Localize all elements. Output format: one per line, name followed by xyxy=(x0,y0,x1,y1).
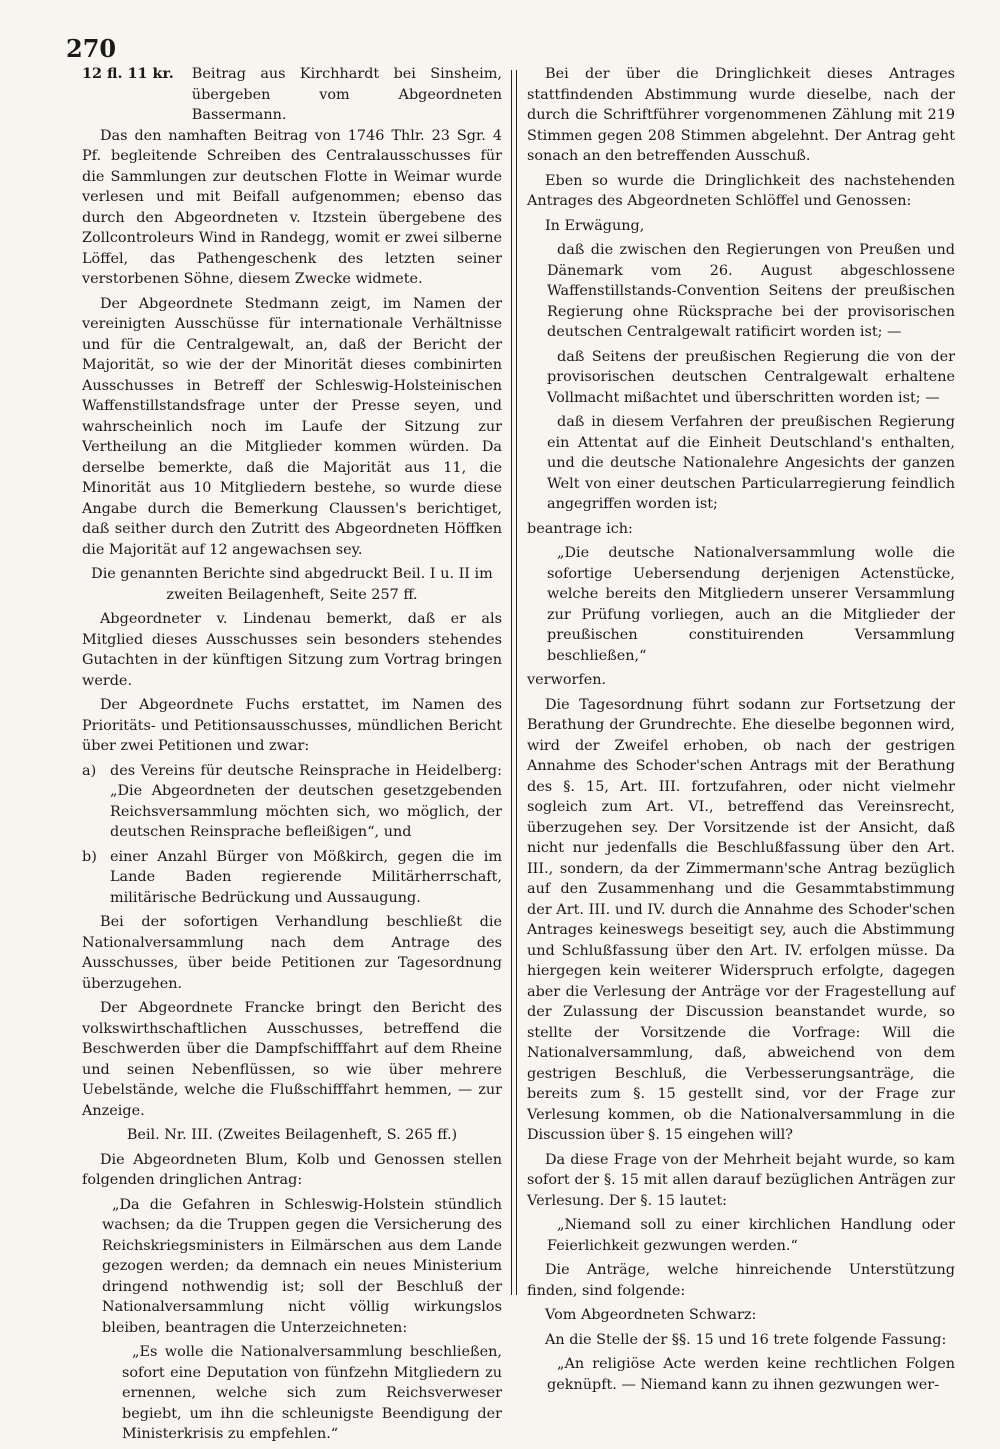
reference-note: Beil. Nr. III. (Zweites Beilagenheft, S. 265 ff.) xyxy=(126,1127,458,1143)
list-item xyxy=(82,847,502,909)
paragraph: Eben so wurde die Dringlichkeit des nachstehenden Antrages des Abgeordneten Schlöffel und Genossen: xyxy=(527,172,955,209)
paragraph: Die Anträge, welche hinreichende Unterstützung finden, sind folgende: xyxy=(527,1262,955,1299)
paragraph: Vom Abgeordneten Schwarz: xyxy=(545,1307,757,1323)
reference-note: Die genannten Berichte sind abgedruckt Beil. I u. II im zweiten Beilagenheft, Seite 257 ff. xyxy=(91,566,493,603)
paragraph: Die Abgeordneten Blum, Kolb und Genossen stellen folgenden dringlichen Antrag: xyxy=(82,1151,502,1188)
paragraph: In Erwägung, xyxy=(545,217,645,234)
page-number: 270 xyxy=(66,34,117,63)
quoted-motion: „Die deutsche Nationalversammlung wolle die sofortige Uebersendung derjenigen Actenstücke, welche bereits den Mitgliedern unserer Versammlung zur Prüfung vorliegen, auch an die Mitglieder der preußischen constituirenden Versammlung beschließen,“ xyxy=(547,545,955,664)
paragraph: Die Tagesordnung führt sodann zur Fortsetzung der Berathung der Grundrechte. Ehe dieselbe begonnen wird, wird der Zweifel erhoben, ob nach der gestrigen Annahme des Schoder'schen Antrags mit der Berathung des §. 15, Art. III. fortzufahren, oder nicht vielmehr sogleich zum Art. VI., betreffend das Vereinsrecht, überzugehen sey. Der Vorsitzende ist der Ansicht, daß nicht nur jedenfalls die Beschlußfassung über den Art. III., sondern, da der Zimmermann'sche Antrag bezüglich auf den Zusammenhang und die Gesammtabstimmung der Art. III. und IV. durch die Annahme des Schoder'schen Antrages keineswegs beseitigt sey, auch die Abstimmung und Schlußfassung über den Art. IV. erfolgen müsse. Da hiergegen kein weiterer Widerspruch erfolgte, dagegen aber die Verlesung der Anträge vor der Fragestellung auf der Zulassung der Discussion beanstandet wurde, so stellte der Vorsitzende die Vorfrage: Will die Nationalversammlung, daß, abweichend von dem gestrigen Beschluß, die Verbesserungsanträge, die bereits zum §. 15 gestellt sind, vor der Frage zur Verlesung kommen, ob die Nationalversammlung in die Discussion über §. 15 eingehen will? xyxy=(527,696,955,1143)
paragraph: daß die zwischen den Regierungen von Preußen und Dänemark vom 26. August abgeschlossene Waffenstillstands-Convention Seitens der preußischen Regierung ohne Rücksprache bei der provisorischen deutschen Centralgewalt ratificirt worden ist; — xyxy=(547,242,955,340)
paragraph: Der Abgeordnete Stedmann zeigt, im Namen der vereinigten Ausschüsse für internationale Verhältnisse und für die Centralgewalt, an, daß der Bericht der Majorität, so wie der der Minorität dieses combinirten Ausschusses in Betreff der Schleswig-Holsteinischen Waffenstillstandsfrage unter der Presse seyen, und wahrscheinlich noch im Laufe der Sitzung zur Vertheilung an die Mitglieder kommen würden. Da derselbe bemerkte, daß die Majorität aus 11, die Minorität aus 10 Mitgliedern bestehe, so wurde diese Angabe durch die Bemerkung Claussen's berichtiget, daß seither durch den Zutritt des Abgeordneten Höffken die Majorität auf 12 angewachsen sey. xyxy=(82,295,502,558)
paragraph: Abgeordneter v. Lindenau bemerkt, daß er als Mitglied dieses Ausschusses sein besonders stehendes Gutachten in der künftigen Sitzung zum Vortrag bringen werde. xyxy=(82,611,502,689)
paragraph: Das den namhaften Beitrag von 1746 Thlr. 23 Sgr. 4 Pf. begleitende Schreiben des Centralausschusses für die Sammlungen zur deutschen Flotte in Weimar wurde verlesen und mit Beifall aufgenommen; ebenso das durch den Abgeordneten v. Itzstein übergebene des Zollcontroleurs Wind in Randegg, womit er zwei silberne Löffel, das Pathengeschenk des letzten seiner verstorbenen Söhne, diesem Zwecke widmete. xyxy=(82,127,502,287)
list-item xyxy=(82,761,502,843)
right-column xyxy=(527,64,955,1399)
quoted-paragraph: „Niemand soll zu einer kirchlichen Handlung oder Feierlichkeit gezwungen werden.“ xyxy=(547,1217,955,1254)
left-column xyxy=(82,64,502,1449)
list-body: des Vereins für deutsche Reinsprache in Heidelberg: „Die Abgeordneten der deutschen gesetzgebenden Reichsversammlung möchten sich, wo möglich, der deutschen Reinsprache befleißigen“, und xyxy=(110,762,502,840)
paragraph: Da diese Frage von der Mehrheit bejaht wurde, so kam sofort der §. 15 mit allen darauf bezüglichen Anträgen zur Verlesung. Der §. 15 lautet: xyxy=(527,1151,955,1209)
paragraph: verworfen. xyxy=(527,672,607,688)
list-body: einer Anzahl Bürger von Mößkirch, gegen die im Lande Baden regierende Militärherrschaft, militärische Bedrückung und Aussaugung. xyxy=(110,848,502,906)
paragraph: Der Abgeordnete Francke bringt den Bericht des volkswirthschaftlichen Ausschusses, betreffend die Beschwerden über die Dampfschifffahrt auf dem Rheine und seinen Nebenflüssen, so wie über mehrere Uebelstände, welche die Flußschifffahrt hemmen, — zur Anzeige. xyxy=(82,1000,502,1119)
paragraph: daß in diesem Verfahren der preußischen Regierung ein Attentat auf die Einheit Deutschland's enthalten, und die deutsche Nationalehre Angesichts der ganzen Welt von einer deutschen Particularregierung feindlich angegriffen worden ist; xyxy=(547,414,955,512)
paragraph: Bei der über die Dringlichkeit dieses Antrages stattfindenden Abstimmung wurde dieselbe, nach der durch die Schriftführer vorgenommenen Zählung mit 219 Stimmen gegen 208 Stimmen abgelehnt. Der Antrag geht sonach an den betreffenden Ausschuß. xyxy=(527,66,955,164)
list-marker: a) xyxy=(82,762,97,779)
list-marker: b) xyxy=(82,848,97,865)
quoted-motion: „Es wolle die Nationalversammlung beschließen, sofort eine Deputation von fünfzehn Mitgliedern zu ernennen, welche sich zum Reichsverweser begiebt, um ihn die schleunigste Beendigung der Ministerkrisis zu empfehlen.“ xyxy=(122,1344,502,1442)
paragraph: Der Abgeordnete Fuchs erstattet, im Namen des Prioritäts- und Petitionsausschusses, mündlichen Bericht über zwei Petitionen und zwar: xyxy=(82,697,502,754)
contribution-entry xyxy=(82,64,502,126)
column-divider xyxy=(511,70,517,1295)
quoted-paragraph: „An religiöse Acte werden keine rechtlichen Folgen geknüpft. — Niemand kann zu ihnen gezwungen wer- xyxy=(547,1356,955,1393)
paragraph: beantrage ich: xyxy=(527,520,633,537)
contribution-text: Beitrag aus Kirchhardt bei Sinsheim, übergeben vom Abgeordneten Bassermann. xyxy=(191,66,502,123)
quoted-motion: „Da die Gefahren in Schleswig-Holstein stündlich wachsen; da die Truppen gegen die Versicherung des Reichskriegsministers in Eilmärschen aus dem Lande gezogen werden; da demnach ein neues Ministerium dringend nothwendig ist; soll der Beschluß der Nationalversammlung nicht völlig wirkungslos bleiben, beantragen die Unterzeichneten: xyxy=(102,1196,502,1336)
paragraph: An die Stelle der §§. 15 und 16 trete folgende Fassung: xyxy=(545,1331,947,1348)
paragraph: Bei der sofortigen Verhandlung beschließt die Nationalversammlung nach dem Antrage des Ausschusses, über beide Petitionen zur Tagesordnung überzugehen. xyxy=(82,914,502,992)
contribution-amount: 12 fl. 11 kr. xyxy=(82,65,174,82)
paragraph: daß Seitens der preußischen Regierung die von der provisorischen deutschen Centralgewalt erhaltene Vollmacht mißachtet und überschritten worden ist; — xyxy=(547,348,955,406)
